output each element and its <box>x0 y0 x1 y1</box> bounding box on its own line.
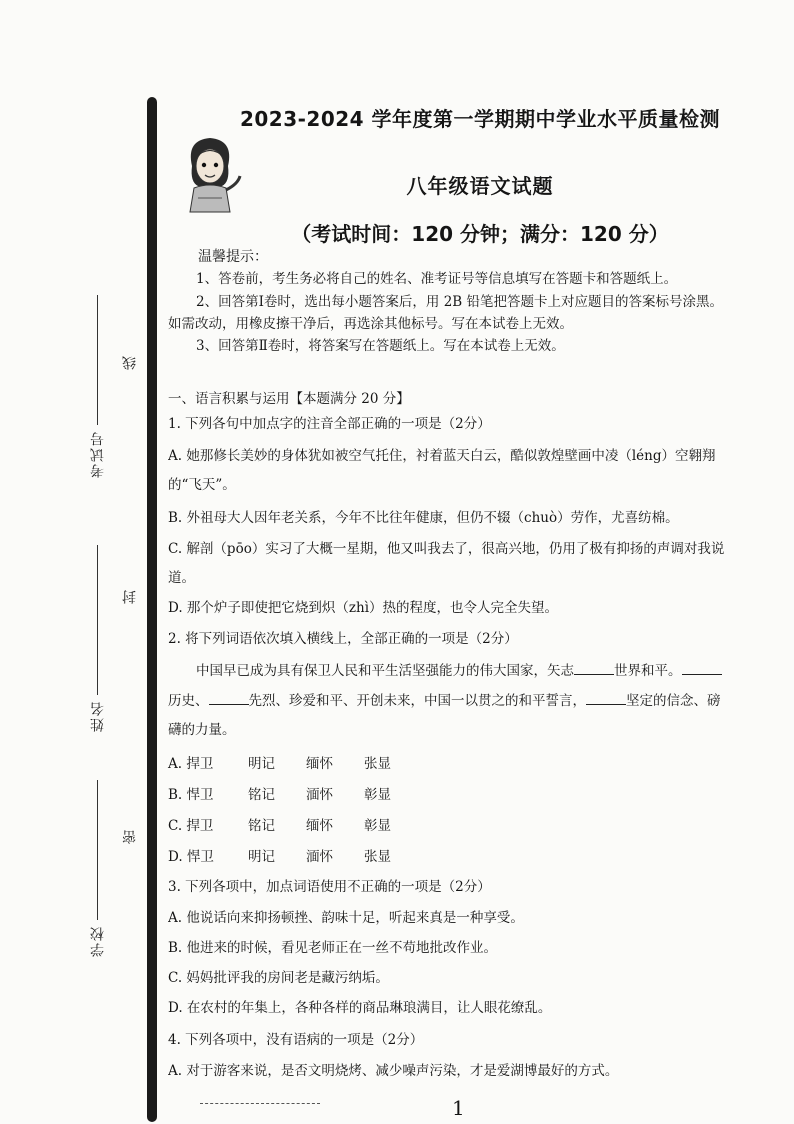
tip-item-3: 3、回答第Ⅱ卷时，将答案写在答题纸上。写在本试卷上无效。 <box>196 338 565 354</box>
q2-d-word-2: 明记 <box>248 849 275 865</box>
q2-option-d <box>168 845 422 865</box>
name-blank <box>97 545 98 695</box>
school-blank <box>97 780 98 920</box>
seal-mi-char: 密 <box>122 830 138 844</box>
q2-d-word-4: 张显 <box>364 849 391 865</box>
footer-rule <box>200 1103 320 1104</box>
q2-b-word-4: 彰显 <box>364 787 391 803</box>
seal-line-char: 线 <box>122 356 138 370</box>
q2-c-word-2: 铭记 <box>248 818 275 834</box>
q2-passage-2b: 先烈、珍爱和平、开创未来，中国一以贯之的和平誓言， <box>248 693 586 709</box>
name-label: 姓名 <box>90 700 106 732</box>
q3-option-a: A. 他说话向来抑扬顿挫、韵味十足，听起来真是一种享受。 <box>168 910 524 926</box>
q1-option-c-cont: 道。 <box>168 570 195 586</box>
tip-item-2-cont: 如需改动，用橡皮擦干净后，再选涂其他标号。写在本试卷上无效。 <box>168 316 573 332</box>
binding-bar <box>147 97 157 1122</box>
page-number: 1 <box>452 1096 465 1120</box>
q2-a-word-1: A. 捍卫 <box>168 756 214 772</box>
q3-option-c: C. 妈妈批评我的房间老是藏污纳垢。 <box>168 970 389 986</box>
q2-passage-2a: 历史、 <box>168 693 209 709</box>
q2-option-b <box>168 783 422 803</box>
q2-option-c <box>168 814 422 834</box>
seal-feng-char: 封 <box>122 590 138 604</box>
tip-item-2: 2、回答第Ⅰ卷时，选出每小题答案后，用 2B 铅笔把答题卡上对应题目的答案标号涂黑。 <box>196 294 724 310</box>
school-label: 学校 <box>90 925 106 957</box>
section-heading: 一、语言积累与运用【本题满分 20 分】 <box>168 391 410 407</box>
q2-c-word-3: 缅怀 <box>306 818 333 834</box>
q2-b-word-3: 湎怀 <box>306 787 333 803</box>
q2-c-word-4: 彰显 <box>364 818 391 834</box>
q1-option-a: A. 她那修长美妙的身体犹如被空气托住，衬着蓝天白云，酷似敦煌壁画中凌（léng）空翱翔 <box>168 448 716 464</box>
q2-passage-line-2 <box>168 690 772 712</box>
exam-no-blank <box>97 295 98 425</box>
q2-d-word-1: D. 悍卫 <box>168 849 214 865</box>
q2-passage-line-3: 礴的力量。 <box>168 722 236 738</box>
q2-a-word-4: 张显 <box>364 756 391 772</box>
q1-stem: 1. 下列各句中加点字的注音全部正确的一项是（2分） <box>168 416 491 432</box>
q1-option-c: C. 解剖（pōo）实习了大概一星期，他又叫我去了，很高兴地，仍用了极有抑扬的声调对我说 <box>168 541 725 557</box>
q2-stem: 2. 将下列词语依次填入横线上，全部正确的一项是（2分） <box>168 631 518 647</box>
q2-a-word-3: 缅怀 <box>306 756 333 772</box>
q2-passage-line-1 <box>168 660 794 682</box>
exam-duration-score: （考试时间：120 分钟；满分：120 分） <box>291 222 669 246</box>
q2-blank-3 <box>209 690 249 705</box>
q2-passage-1a: 中国早已成为具有保卫人民和平生活坚强能力的伟大国家，矢志 <box>196 663 574 679</box>
q2-b-word-1: B. 悍卫 <box>168 787 214 803</box>
q2-blank-2 <box>682 660 722 675</box>
q2-blank-4 <box>586 690 626 705</box>
q2-d-word-3: 湎怀 <box>306 849 333 865</box>
q2-passage-2c: 坚定的信念、磅 <box>626 693 721 709</box>
exam-subtitle: 八年级语文试题 <box>406 174 554 198</box>
exam-title: 2023-2024 学年度第一学期期中学业水平质量检测 <box>239 107 721 131</box>
q2-c-word-1: C. 捍卫 <box>168 818 214 834</box>
q1-option-a-cont: 的“飞天”。 <box>168 477 236 493</box>
q4-stem: 4. 下列各项中，没有语病的一项是（2分） <box>168 1032 424 1048</box>
q3-option-d: D. 在农村的年集上，各种各样的商品琳琅满目，让人眼花缭乱。 <box>168 1000 552 1016</box>
q2-blank-1 <box>574 660 614 675</box>
tips-heading: 温馨提示： <box>198 249 268 265</box>
q2-option-a <box>168 752 422 772</box>
q1-option-b: B. 外祖母大人因年老关系，今年不比往年健康，但仍不辍（chuò）劳作，尤喜纺棉。 <box>168 510 679 526</box>
q2-b-word-2: 铭记 <box>248 787 275 803</box>
tip-item-1: 1、答卷前，考生务必将自己的姓名、准考证号等信息填写在答题卡和答题纸上。 <box>196 271 678 287</box>
exam-no-label: 考试号 <box>90 430 106 478</box>
q3-stem: 3. 下列各项中，加点词语使用不正确的一项是（2分） <box>168 879 491 895</box>
q2-passage-1b: 世界和平。 <box>614 663 682 679</box>
q2-a-word-2: 明记 <box>248 756 275 772</box>
q3-option-b: B. 他进来的时候，看见老师正在一丝不苟地批改作业。 <box>168 940 498 956</box>
q4-option-a: A. 对于游客来说，是否文明烧烤、减少噪声污染，才是爱湖博最好的方式。 <box>168 1063 619 1079</box>
q1-option-d: D. 那个炉子即使把它烧到炽（zhì）热的程度，也令人完全失望。 <box>168 600 559 616</box>
